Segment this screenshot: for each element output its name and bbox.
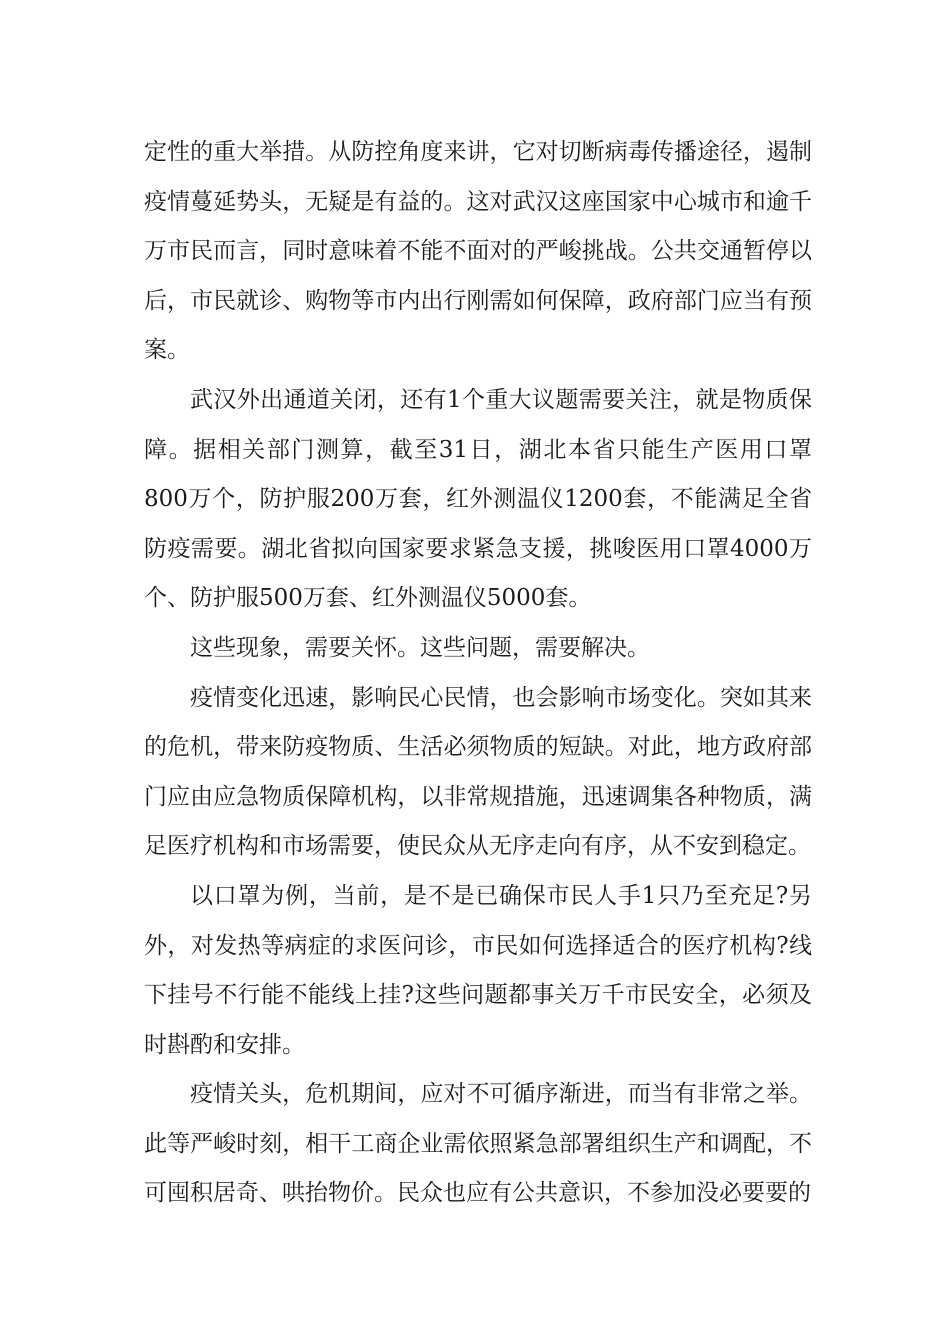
paragraph: 疫情变化迅速，影响民心民情，也会影响市场变化。突如其来的危机，带来防疫物质、生活必须物质的短缺。对此，地方政府部门应由应急物质保障机构，以非常规措施，迅速调集各种物质，满足医疗机构和市场需要，使民众从无序走向有序，从不安到稳定。: [144, 684, 812, 860]
paragraph: 疫情关头，危机期间，应对不可循序渐进，而当有非常之举。此等严峻时刻，相干工商企业需依照紧急部署组织生产和调配，不可囤积居奇、哄抬物价。民众也应有公共意识，不参加没必要要的: [144, 1081, 812, 1207]
paragraph: 这些现象，需要关怀。这些问题，需要解决。: [190, 634, 650, 661]
paragraph: 以口罩为例，当前，是不是已确保市民人手1只乃至充足?另外，对发热等病症的求医问诊，市民如何选择适合的医疗机构?线下挂号不行能不能线上挂?这些问题都事关万千市民安全，必须及时斟酌和安排。: [144, 882, 812, 1058]
paragraph: 武汉外出通道关闭，还有1个重大议题需要关注，就是物质保障。据相关部门测算，截至31日，湖北本省只能生产医用口罩800万个，防护服200万套，红外测温仪1200套，不能满足全省防疫需要。湖北省拟向国家要求紧急支援，挑唆医用口罩4000万个、防护服500万套、红外测温仪5000套。: [144, 386, 812, 612]
document-body: [144, 128, 812, 1219]
paragraph-continued: 定性的重大举措。从防控角度来讲，它对切断病毒传播途径，遏制疫情蔓延势头，无疑是有益的。这对武汉这座国家中心城市和逾千万市民而言，同时意味着不能不面对的严峻挑战。公共交通暂停以后，市民就诊、购物等市内出行刚需如何保障，政府部门应当有预案。: [144, 139, 812, 364]
